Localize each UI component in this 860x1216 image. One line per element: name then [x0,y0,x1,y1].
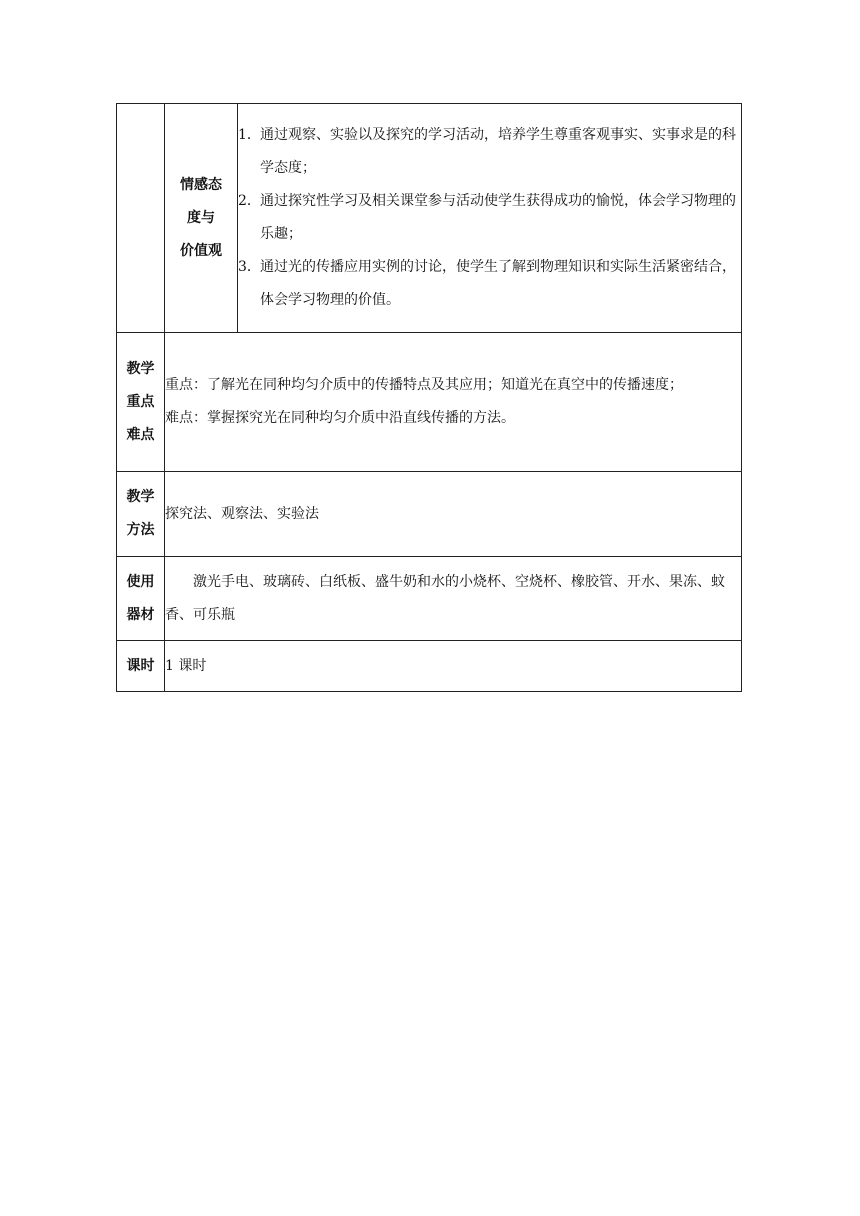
materials-label: 使用 器材 [117,557,165,641]
focus-text: 重点：了解光在同种均匀介质中的传播特点及其应用；知道光在真空中的传播速度； [165,377,683,393]
methods-content: 探究法、观察法、实验法 [165,472,742,557]
difficulty-text: 难点：掌握探究光在同种均匀介质中沿直线传播的方法。 [165,410,515,426]
duration-content: 1 课时 [165,641,742,692]
key-points-label: 教学 重点 难点 [117,333,165,472]
attitude-row [117,104,742,333]
materials-content: 激光手电、玻璃砖、白纸板、盛牛奶和水的小烧杯、空烧杯、橡胶管、开水、果冻、蚊香、可乐瓶 [165,557,742,641]
key-points-row [117,333,742,472]
goal-item: 2．通过探究性学习及相关课堂参与活动使学生获得成功的愉悦，体会学习物理的乐趣； [238,193,736,242]
methods-label: 教学 方法 [117,472,165,557]
duration-label: 课时 [117,641,165,692]
attitude-label: 情感态 度与 价值观 [165,104,238,333]
duration-row [117,641,742,692]
goal-item: 3．通过光的传播应用实例的讨论，使学生了解到物理知识和实际生活紧密结合，体会学习物理的价值。 [238,259,736,308]
key-points-content [165,333,742,472]
goal-item: 1．通过观察、实验以及探究的学习活动，培养学生尊重客观事实、实事求是的科学态度； [238,127,736,176]
empty-category-cell [117,104,165,333]
lesson-plan-table [116,103,742,692]
methods-row [117,472,742,557]
materials-row [117,557,742,641]
attitude-goals [238,104,742,333]
